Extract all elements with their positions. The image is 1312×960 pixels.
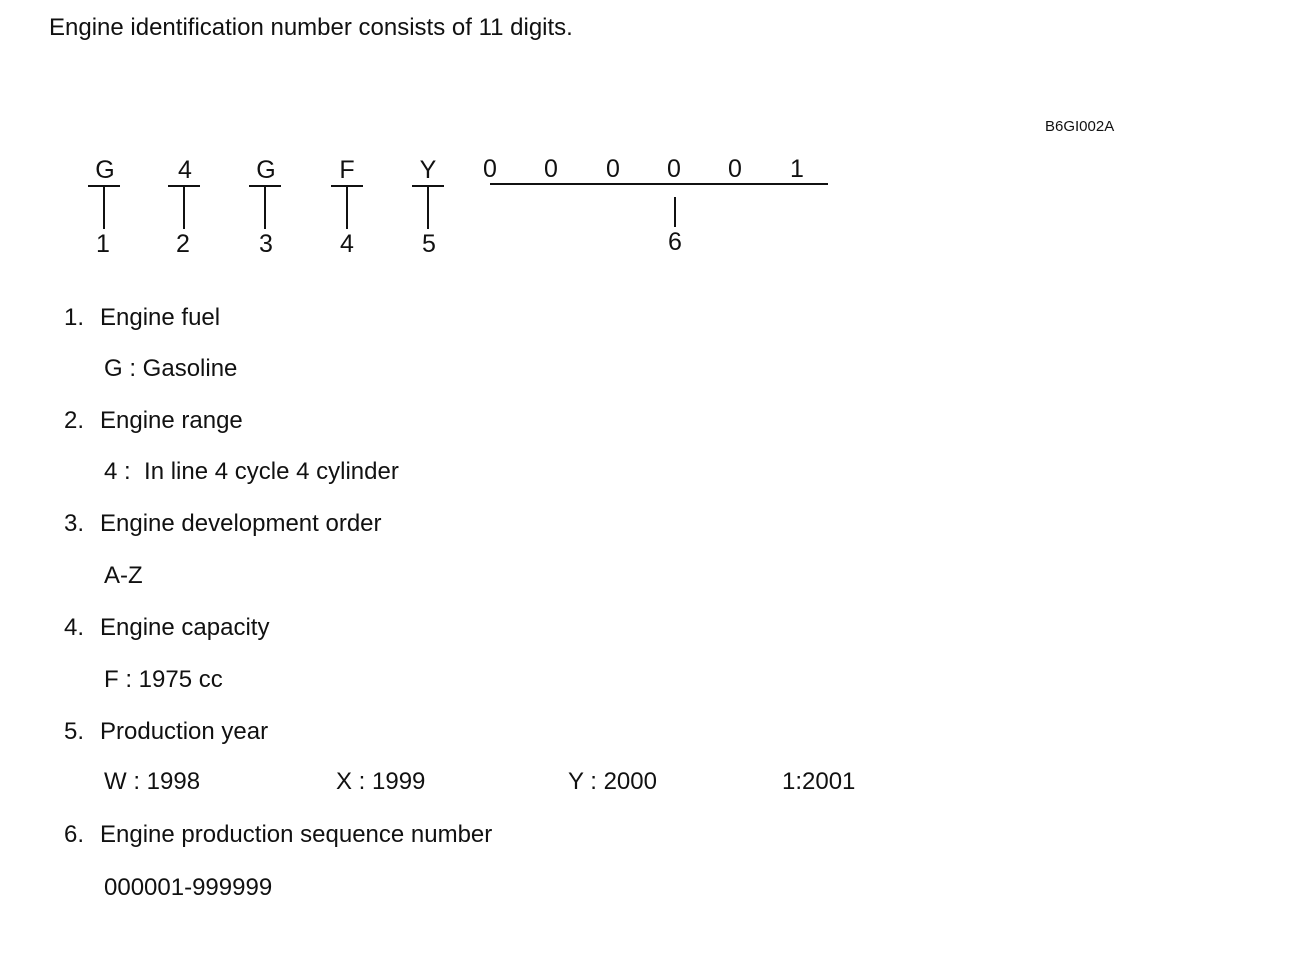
item-number: 6. [64,821,85,848]
sequence-underline [490,183,828,185]
sequence-digit: 1 [790,155,804,183]
code-char: G [256,156,276,184]
year-code: X : 1999 [336,768,426,795]
item-title-text: Engine production sequence number [100,821,493,848]
item-title-text: Engine development order [100,510,382,537]
item-title-text: Engine fuel [100,304,221,331]
year-code: Y : 2000 [568,768,657,795]
item-2-desc: 4 : In line 4 cycle 4 cylinder [104,458,399,485]
char-connector [264,187,266,229]
item-1-desc: G : Gasoline [104,355,238,382]
item-number: 4. [64,614,85,641]
item-3-desc: A-Z [104,562,143,589]
code-char: F [339,156,355,184]
item-4-title [64,614,269,642]
item-6-title [64,821,492,849]
engine-code-diagram [0,0,1312,300]
item-3-title [64,510,382,538]
code-char: G [95,156,115,184]
item-5-title [64,718,268,746]
intro-text: Engine identification number consists of 11 digits. [49,14,573,41]
figure-id: B6GI002A [1045,118,1115,135]
sequence-position-number: 6 [668,228,682,256]
item-title-text: Engine capacity [100,614,270,641]
position-number: 4 [340,230,354,258]
code-char: 4 [178,156,192,184]
char-connector [183,187,185,229]
year-code: W : 1998 [104,768,201,795]
item-1-title [64,304,220,332]
sequence-digit: 0 [667,155,681,183]
sequence-digit: 0 [544,155,558,183]
item-number: 2. [64,407,85,434]
item-2-title [64,407,243,435]
position-number: 3 [259,230,273,258]
item-title-text: Engine range [100,407,243,434]
char-connector [346,187,348,229]
item-number: 5. [64,718,85,745]
position-number: 5 [422,230,436,258]
char-connector [103,187,105,229]
year-code: 1:2001 [782,768,856,795]
sequence-digit: 0 [728,155,742,183]
item-title-text: Production year [100,718,269,745]
sequence-digit: 0 [483,155,497,183]
char-connector [427,187,429,229]
item-6-desc: 000001-999999 [104,874,273,901]
item-number: 3. [64,510,85,537]
code-char: Y [419,156,437,184]
position-number: 2 [176,230,190,258]
position-number: 1 [96,230,110,258]
item-4-desc: F : 1975 cc [104,666,223,693]
sequence-digit: 0 [606,155,620,183]
sequence-connector [674,197,676,227]
item-number: 1. [64,304,85,331]
